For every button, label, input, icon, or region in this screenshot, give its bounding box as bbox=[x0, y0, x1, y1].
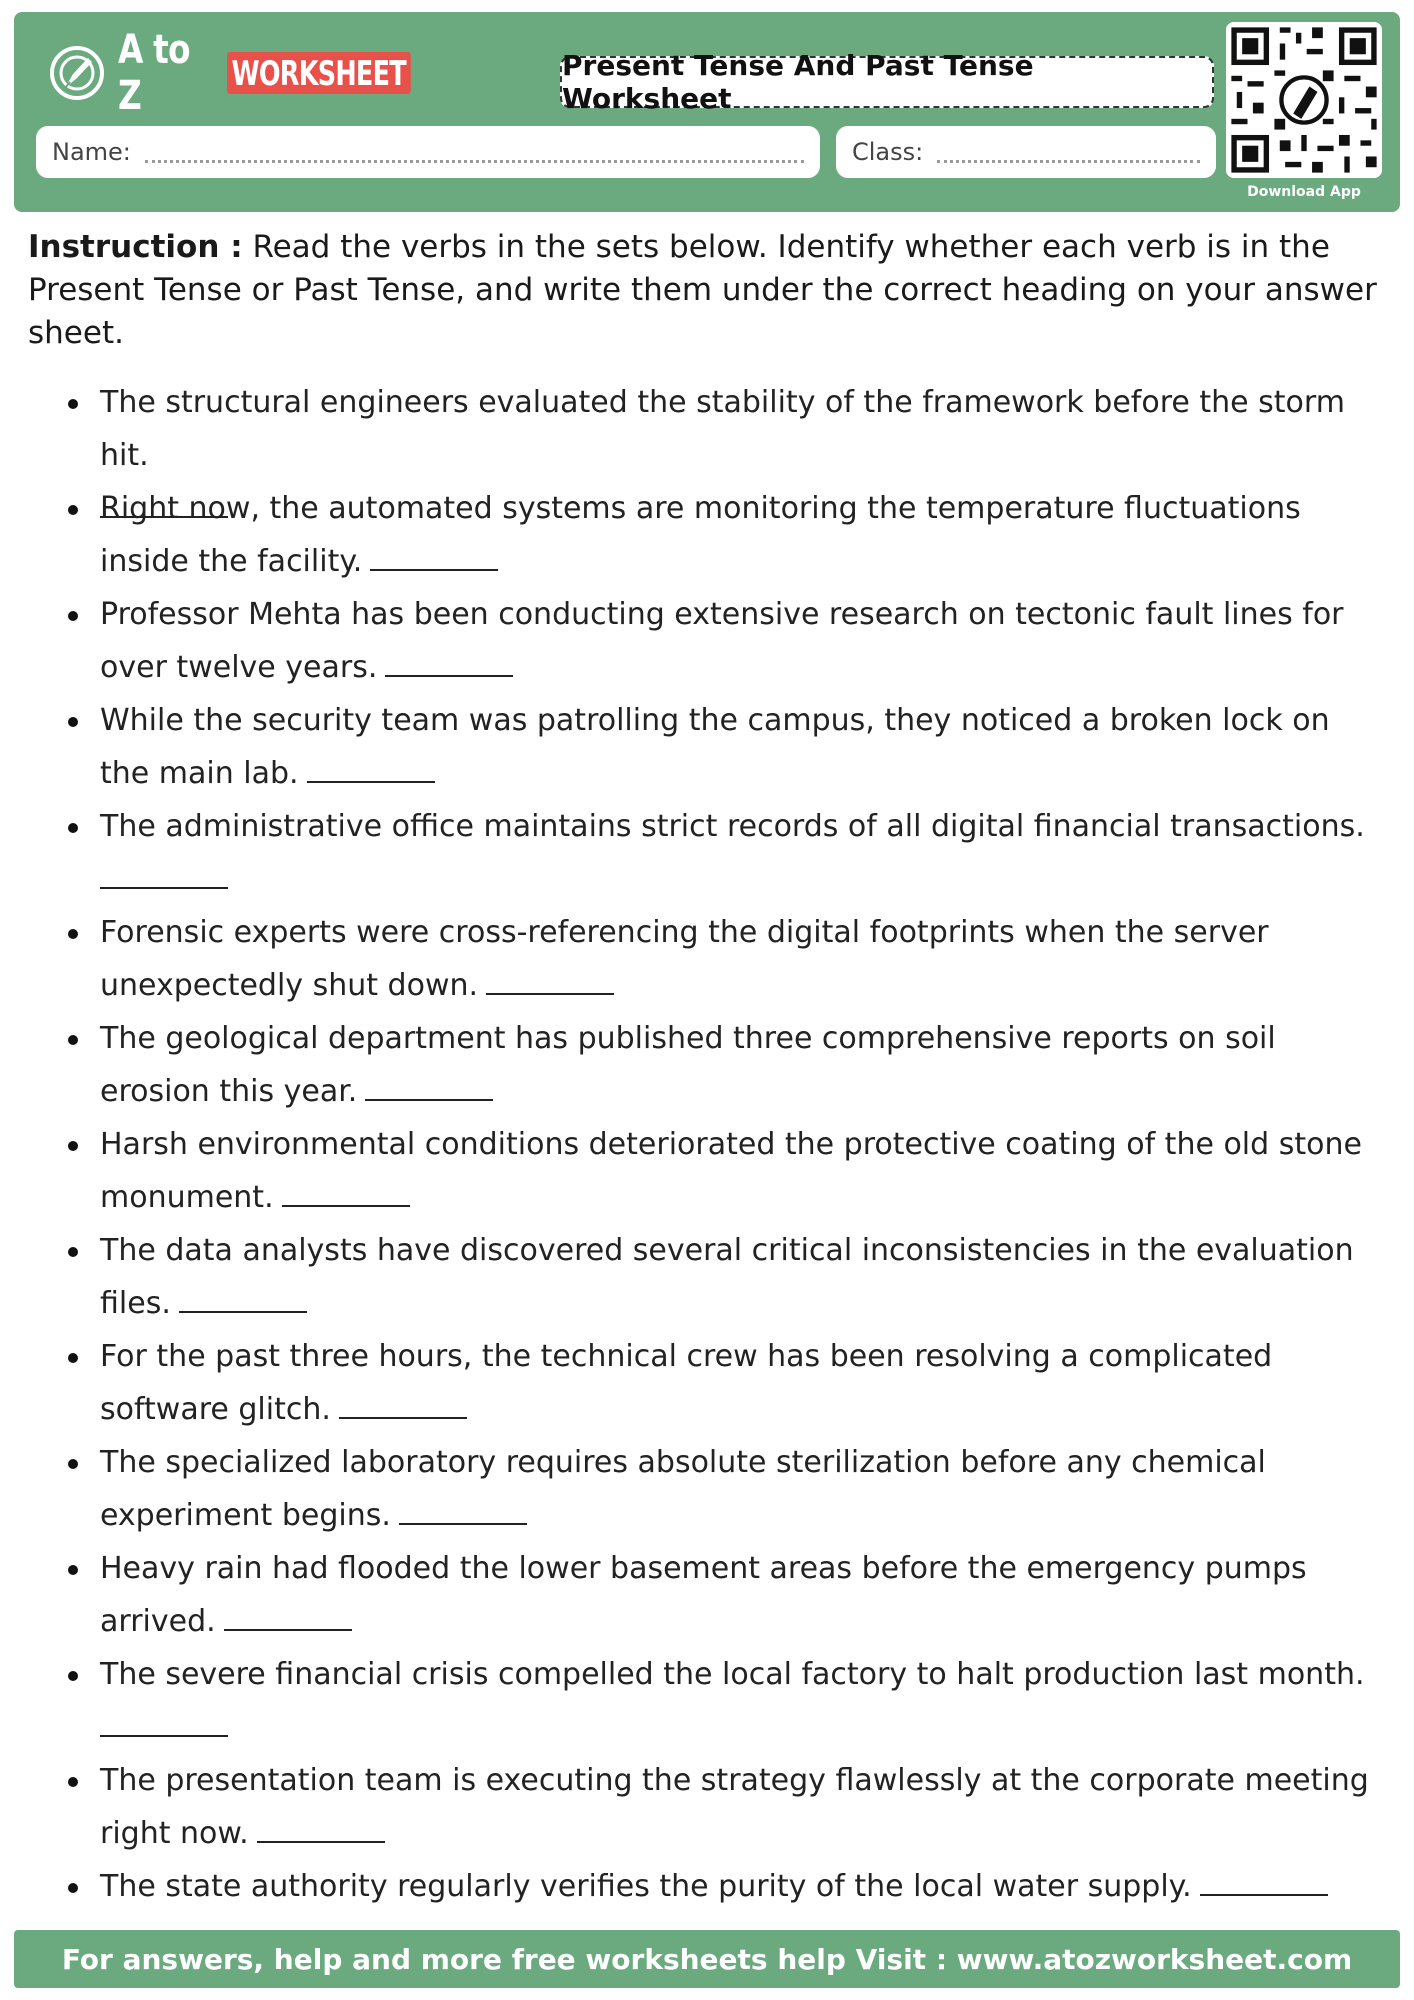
name-field[interactable] bbox=[36, 126, 820, 178]
list-item bbox=[100, 1860, 1370, 1913]
list-item bbox=[100, 1118, 1370, 1224]
answer-blank[interactable] bbox=[1200, 1868, 1328, 1896]
question-text: The severe financial crisis compelled the local factory to halt production last month. bbox=[100, 1657, 1365, 1692]
question-text: For the past three hours, the technical crew has been resolving a complicated software glitch. bbox=[100, 1339, 1273, 1427]
list-item bbox=[100, 1648, 1370, 1754]
download-app-label[interactable]: Download App bbox=[1247, 184, 1361, 200]
question-text: The administrative office maintains strict records of all digital financial transactions. bbox=[100, 809, 1365, 844]
list-item bbox=[100, 1542, 1370, 1648]
list-item bbox=[100, 1012, 1370, 1118]
class-label: Class: bbox=[852, 138, 924, 166]
answer-blank[interactable] bbox=[486, 967, 614, 995]
footer-banner[interactable]: For answers, help and more free worksheets help Visit : www.atozworksheet.com bbox=[14, 1930, 1400, 1988]
worksheet-header bbox=[14, 12, 1400, 212]
list-item bbox=[100, 800, 1370, 906]
site-logo[interactable] bbox=[48, 27, 472, 119]
question-text: The data analysts have discovered several critical inconsistencies in the evaluation files. bbox=[100, 1233, 1354, 1321]
logo-text: A to Z bbox=[118, 27, 190, 119]
answer-blank[interactable] bbox=[370, 543, 498, 571]
question-text: The specialized laboratory requires absolute sterilization before any chemical experiment begins. bbox=[100, 1445, 1266, 1533]
instruction-text bbox=[28, 226, 1384, 355]
logo-badge: WORKSHEET bbox=[227, 52, 410, 94]
worksheet-title: Present Tense And Past Tense Worksheet bbox=[560, 56, 1214, 108]
list-item bbox=[100, 1330, 1370, 1436]
question-text: The structural engineers evaluated the stability of the framework before the storm hit. bbox=[100, 385, 1345, 473]
list-item bbox=[100, 906, 1370, 1012]
question-text: The geological department has published three comprehensive reports on soil erosion this year. bbox=[100, 1021, 1276, 1109]
answer-blank[interactable] bbox=[179, 1285, 307, 1313]
class-dotted-line[interactable] bbox=[937, 142, 1200, 163]
answer-blank[interactable] bbox=[282, 1179, 410, 1207]
instruction-label: Instruction : bbox=[28, 229, 243, 265]
answer-blank[interactable] bbox=[339, 1391, 467, 1419]
question-text: Right now, the automated systems are monitoring the temperature fluctuations inside the facility. bbox=[100, 491, 1301, 579]
qr-code-icon[interactable] bbox=[1226, 22, 1382, 178]
list-item bbox=[100, 1436, 1370, 1542]
name-dotted-line[interactable] bbox=[145, 142, 804, 163]
list-item bbox=[100, 694, 1370, 800]
name-label: Name: bbox=[52, 138, 131, 166]
pencil-logo-icon bbox=[48, 44, 106, 102]
question-text: Professor Mehta has been conducting extensive research on tectonic fault lines for over twelve years. bbox=[100, 597, 1344, 685]
question-text: Harsh environmental conditions deteriorated the protective coating of the old stone monument. bbox=[100, 1127, 1362, 1215]
question-text: The presentation team is executing the strategy flawlessly at the corporate meeting right now. bbox=[100, 1763, 1369, 1851]
list-item bbox=[100, 1224, 1370, 1330]
answer-blank[interactable] bbox=[365, 1073, 493, 1101]
answer-blank[interactable] bbox=[307, 755, 435, 783]
list-item bbox=[100, 1754, 1370, 1860]
answer-blank[interactable] bbox=[224, 1603, 352, 1631]
answer-blank[interactable] bbox=[100, 1709, 228, 1737]
instruction-body: Read the verbs in the sets below. Identify whether each verb is in the Present Tense or Past Tense, and write them under the correct heading on your answer sheet. bbox=[28, 229, 1377, 351]
answer-blank[interactable] bbox=[100, 861, 228, 889]
list-item bbox=[100, 482, 1370, 588]
question-text: Forensic experts were cross-referencing the digital footprints when the server unexpectedly shut down. bbox=[100, 915, 1269, 1003]
list-item bbox=[100, 588, 1370, 694]
class-field[interactable] bbox=[836, 126, 1216, 178]
answer-blank[interactable] bbox=[385, 649, 513, 677]
answer-blank[interactable] bbox=[257, 1815, 385, 1843]
question-text: While the security team was patrolling the campus, they noticed a broken lock on the main lab. bbox=[100, 703, 1330, 791]
answer-blank[interactable] bbox=[399, 1497, 527, 1525]
question-text: Heavy rain had flooded the lower basement areas before the emergency pumps arrived. bbox=[100, 1551, 1307, 1639]
question-text: The state authority regularly verifies the purity of the local water supply. bbox=[100, 1869, 1192, 1904]
